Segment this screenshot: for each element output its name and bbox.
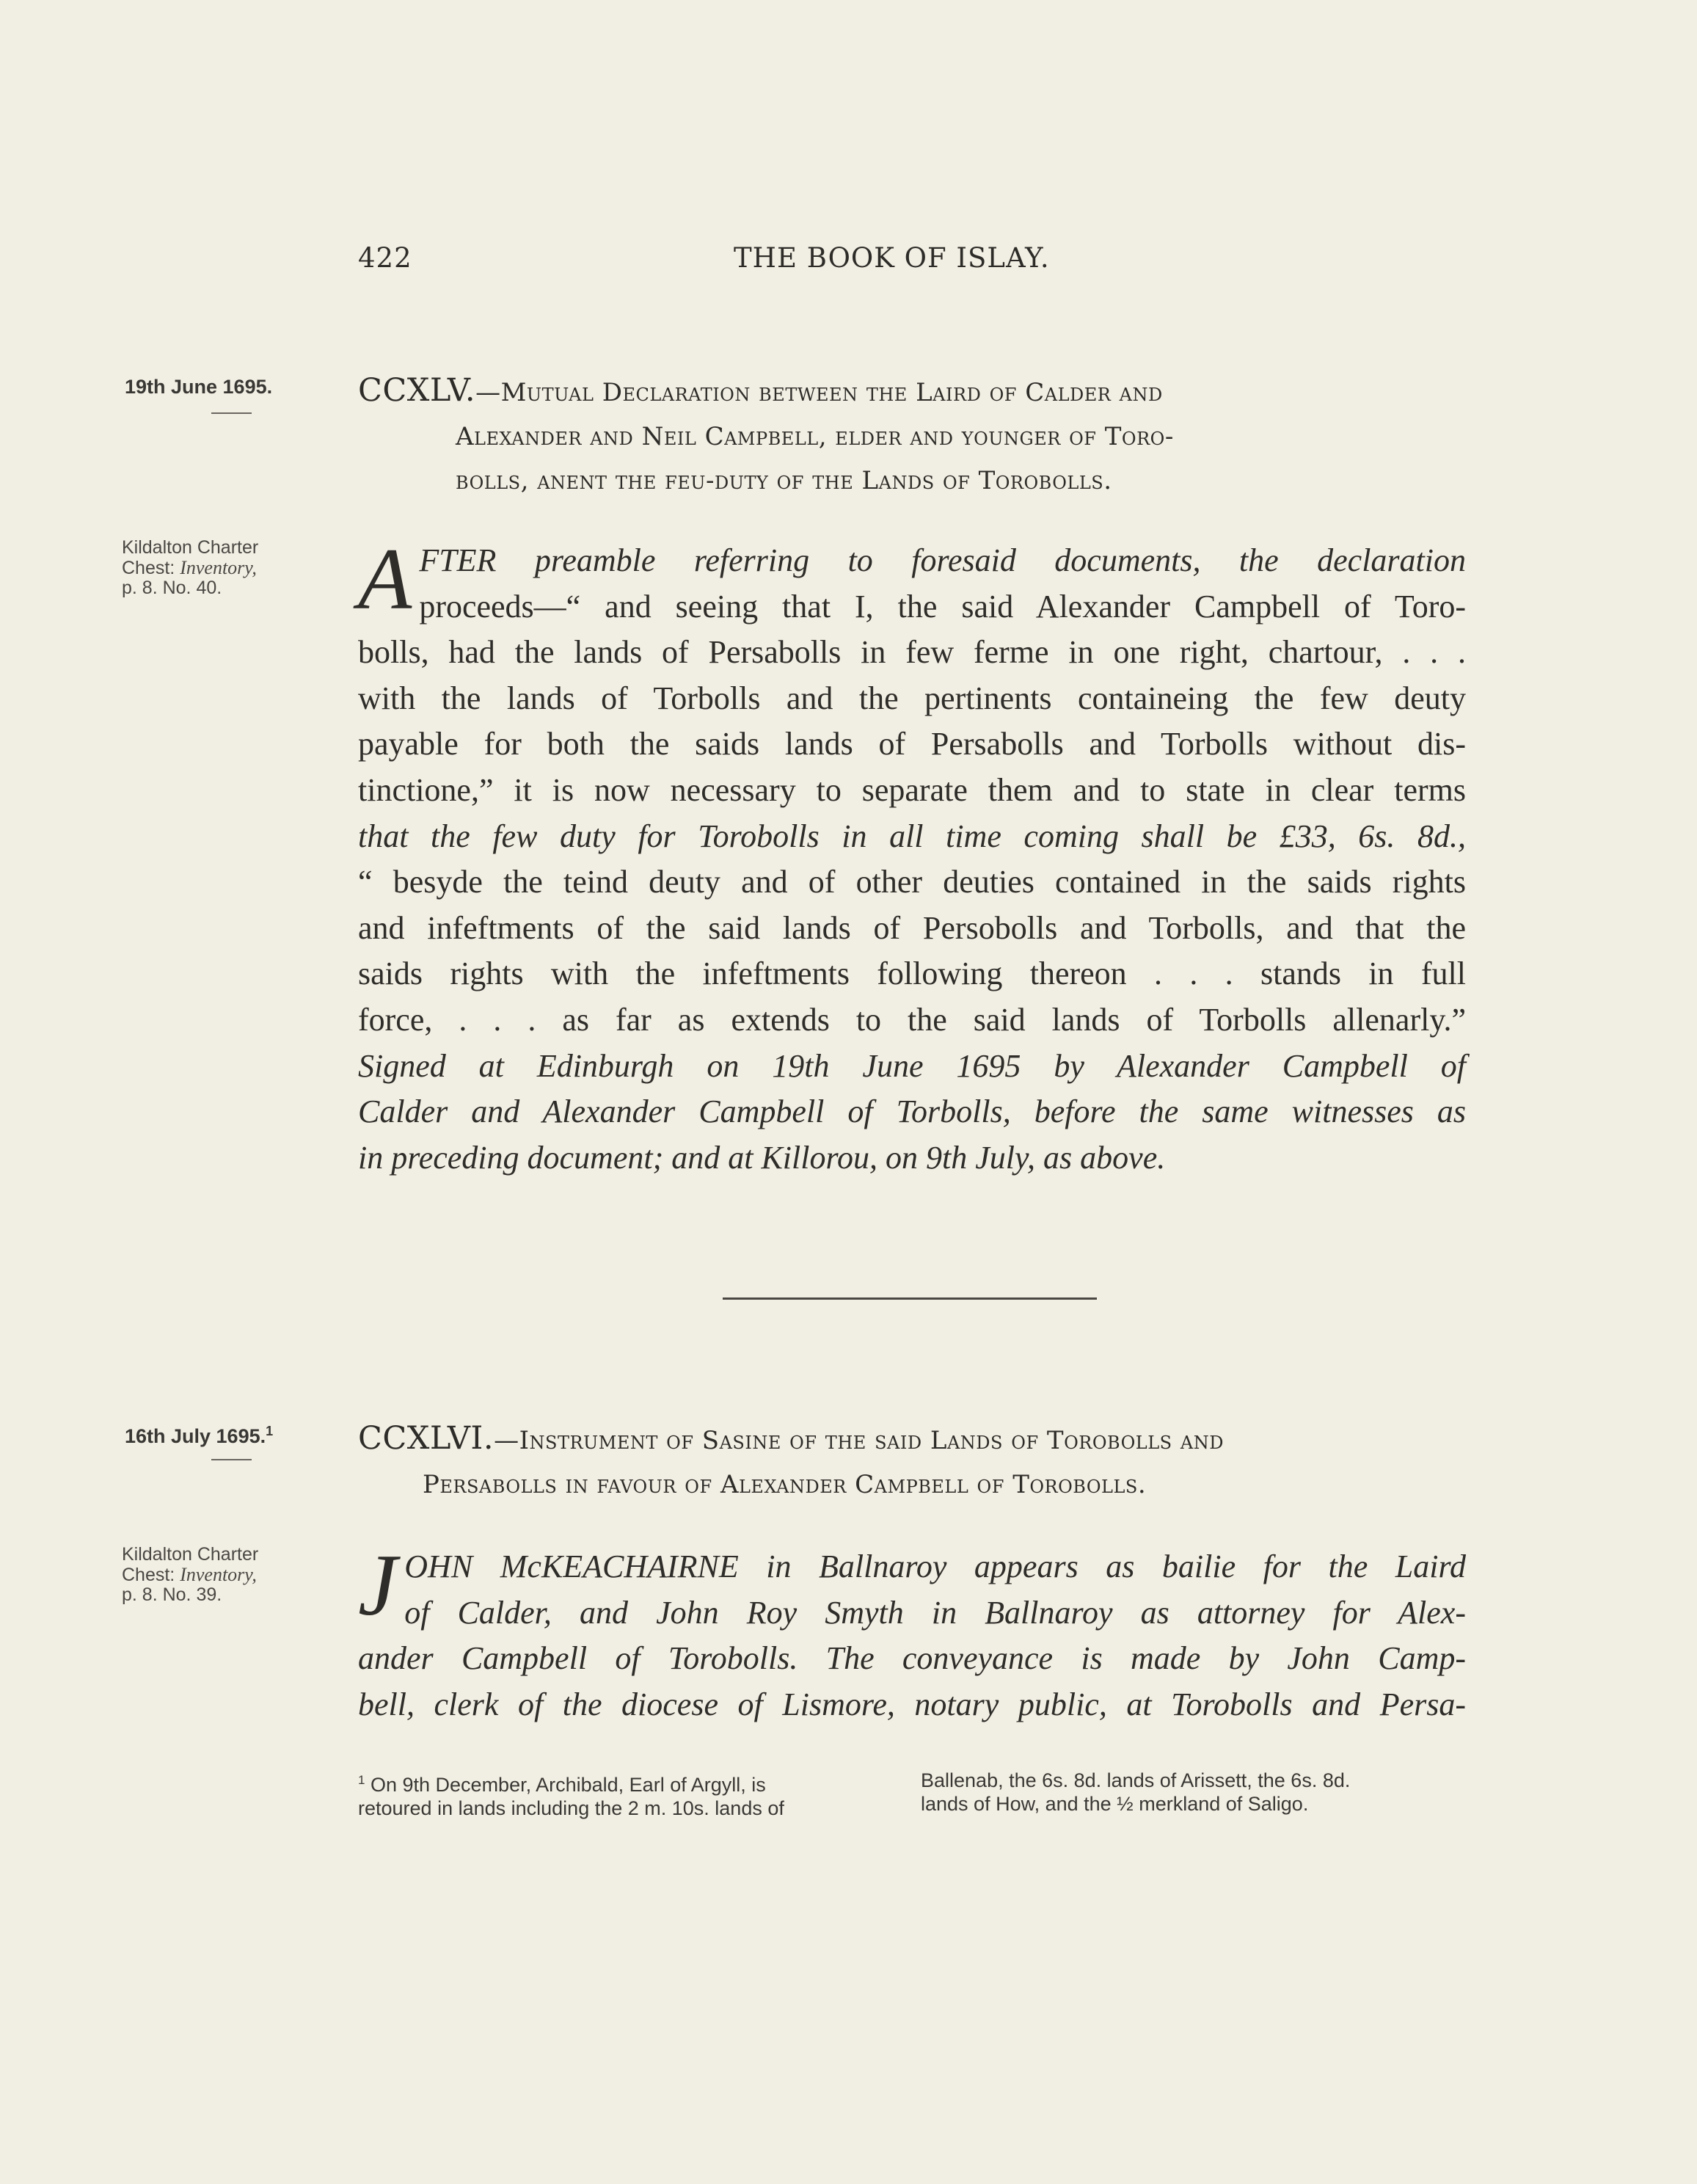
body-line: that the few duty for Torobolls in all time coming shall be £33, 6s. 8d., <box>358 818 1466 854</box>
body-line: of Calder, and John Roy Smyth in Ballnaroy as attorney for Alex- <box>404 1594 1466 1631</box>
source-line: p. 8. No. 39. <box>122 1584 222 1605</box>
entry-heading <box>358 1416 1466 1507</box>
source-note <box>122 538 313 598</box>
body-line: with the lands of Torbolls and the pertinents containeing the few deuty <box>358 680 1466 716</box>
source-line: Kildalton Charter <box>122 537 259 558</box>
footnote-line: Ballenab, the 6s. 8d. lands of Arissett, the 6s. 8d. <box>921 1769 1351 1791</box>
running-title: THE BOOK OF ISLAY. <box>734 242 1050 274</box>
entry-body <box>358 530 1466 1181</box>
heading-line-2: Alexander and Neil Campbell, elder and younger of Toro- <box>456 422 1174 451</box>
body-line: Calder and Alexander Campbell of Torbolls, before the same witnesses as <box>358 1093 1466 1130</box>
body-line: proceeds—“ and seeing that I, the said Alexander Campbell of Toro- <box>419 588 1466 625</box>
page-header <box>358 236 1092 280</box>
heading-line-3: bolls, anent the feu-duty of the Lands of Torobolls. <box>456 466 1112 495</box>
body-line: in preceding document; and at Killorou, on 9th July, as above. <box>358 1139 1166 1176</box>
heading-line-1: CCXLVI.—Instrument of Sasine of the said Lands of Torobolls and <box>358 1420 1224 1457</box>
body-line: payable for both the saids lands of Persabolls and Torbolls without dis- <box>358 726 1466 762</box>
heading-line-1: CCXLV.—Mutual Declaration between the Laird of Calder and <box>358 372 1163 409</box>
body-line: saids rights with the infeftments following thereon . . . stands in full <box>358 956 1466 992</box>
body-line: force, . . . as far as extends to the said lands of Torbolls allenarly.” <box>358 1001 1466 1038</box>
heading-line-2: Persabolls in favour of Alexander Campbell of Torobolls. <box>423 1470 1147 1499</box>
source-line: p. 8. No. 40. <box>122 578 222 598</box>
margin-divider <box>211 412 252 414</box>
source-note <box>122 1545 313 1605</box>
body-line: FTER preamble referring to foresaid documents, the declaration <box>419 542 1466 578</box>
body-line: bell, clerk of the diocese of Lismore, notary public, at Torobolls and Persa- <box>358 1686 1466 1722</box>
body-line: bolls, had the lands of Persabolls in few ferme in one right, chartour, . . . <box>358 634 1466 671</box>
drop-cap: A <box>358 530 412 627</box>
body-line: Signed at Edinburgh on 19th June 1695 by Alexander Campbell of <box>358 1047 1466 1084</box>
body-line: tinctione,” it is now necessary to separate them and to state in clear terms <box>358 771 1466 808</box>
footnote-right <box>921 1769 1478 1816</box>
margin-divider <box>211 1459 252 1460</box>
footnote-left <box>358 1769 916 1820</box>
body-line: “ besyde the teind deuty and of other deuties contained in the saids rights <box>358 864 1466 900</box>
entry-date: 16th July 1695.$^1$ <box>125 1424 274 1447</box>
body-line: and infeftments of the said lands of Persobolls and Torbolls, and that the <box>358 909 1466 946</box>
page-number: 422 <box>358 242 412 274</box>
body-line: OHN McKEACHAIRNE in Ballnaroy appears as bailie for the Laird <box>404 1548 1466 1584</box>
entry-body <box>358 1536 1466 1728</box>
entry-date: 19th June 1695. <box>125 376 273 398</box>
source-line: Chest: Inventory, <box>122 1564 257 1585</box>
footnote-line: $^1$ On 9th December, Archibald, Earl of Argyll, is <box>358 1773 766 1796</box>
source-line: Kildalton Charter <box>122 1544 259 1565</box>
source-line: Chest: Inventory, <box>122 557 257 578</box>
section-separator <box>723 1297 1097 1300</box>
drop-cap: J <box>358 1536 398 1634</box>
body-line: ander Campbell of Torobolls. The conveyance is made by John Camp- <box>358 1640 1466 1677</box>
entry-heading <box>358 368 1466 503</box>
footnote-line: lands of How, and the ½ merkland of Saligo. <box>921 1793 1309 1815</box>
footnote-line: retoured in lands including the 2 m. 10s. lands of <box>358 1797 784 1819</box>
